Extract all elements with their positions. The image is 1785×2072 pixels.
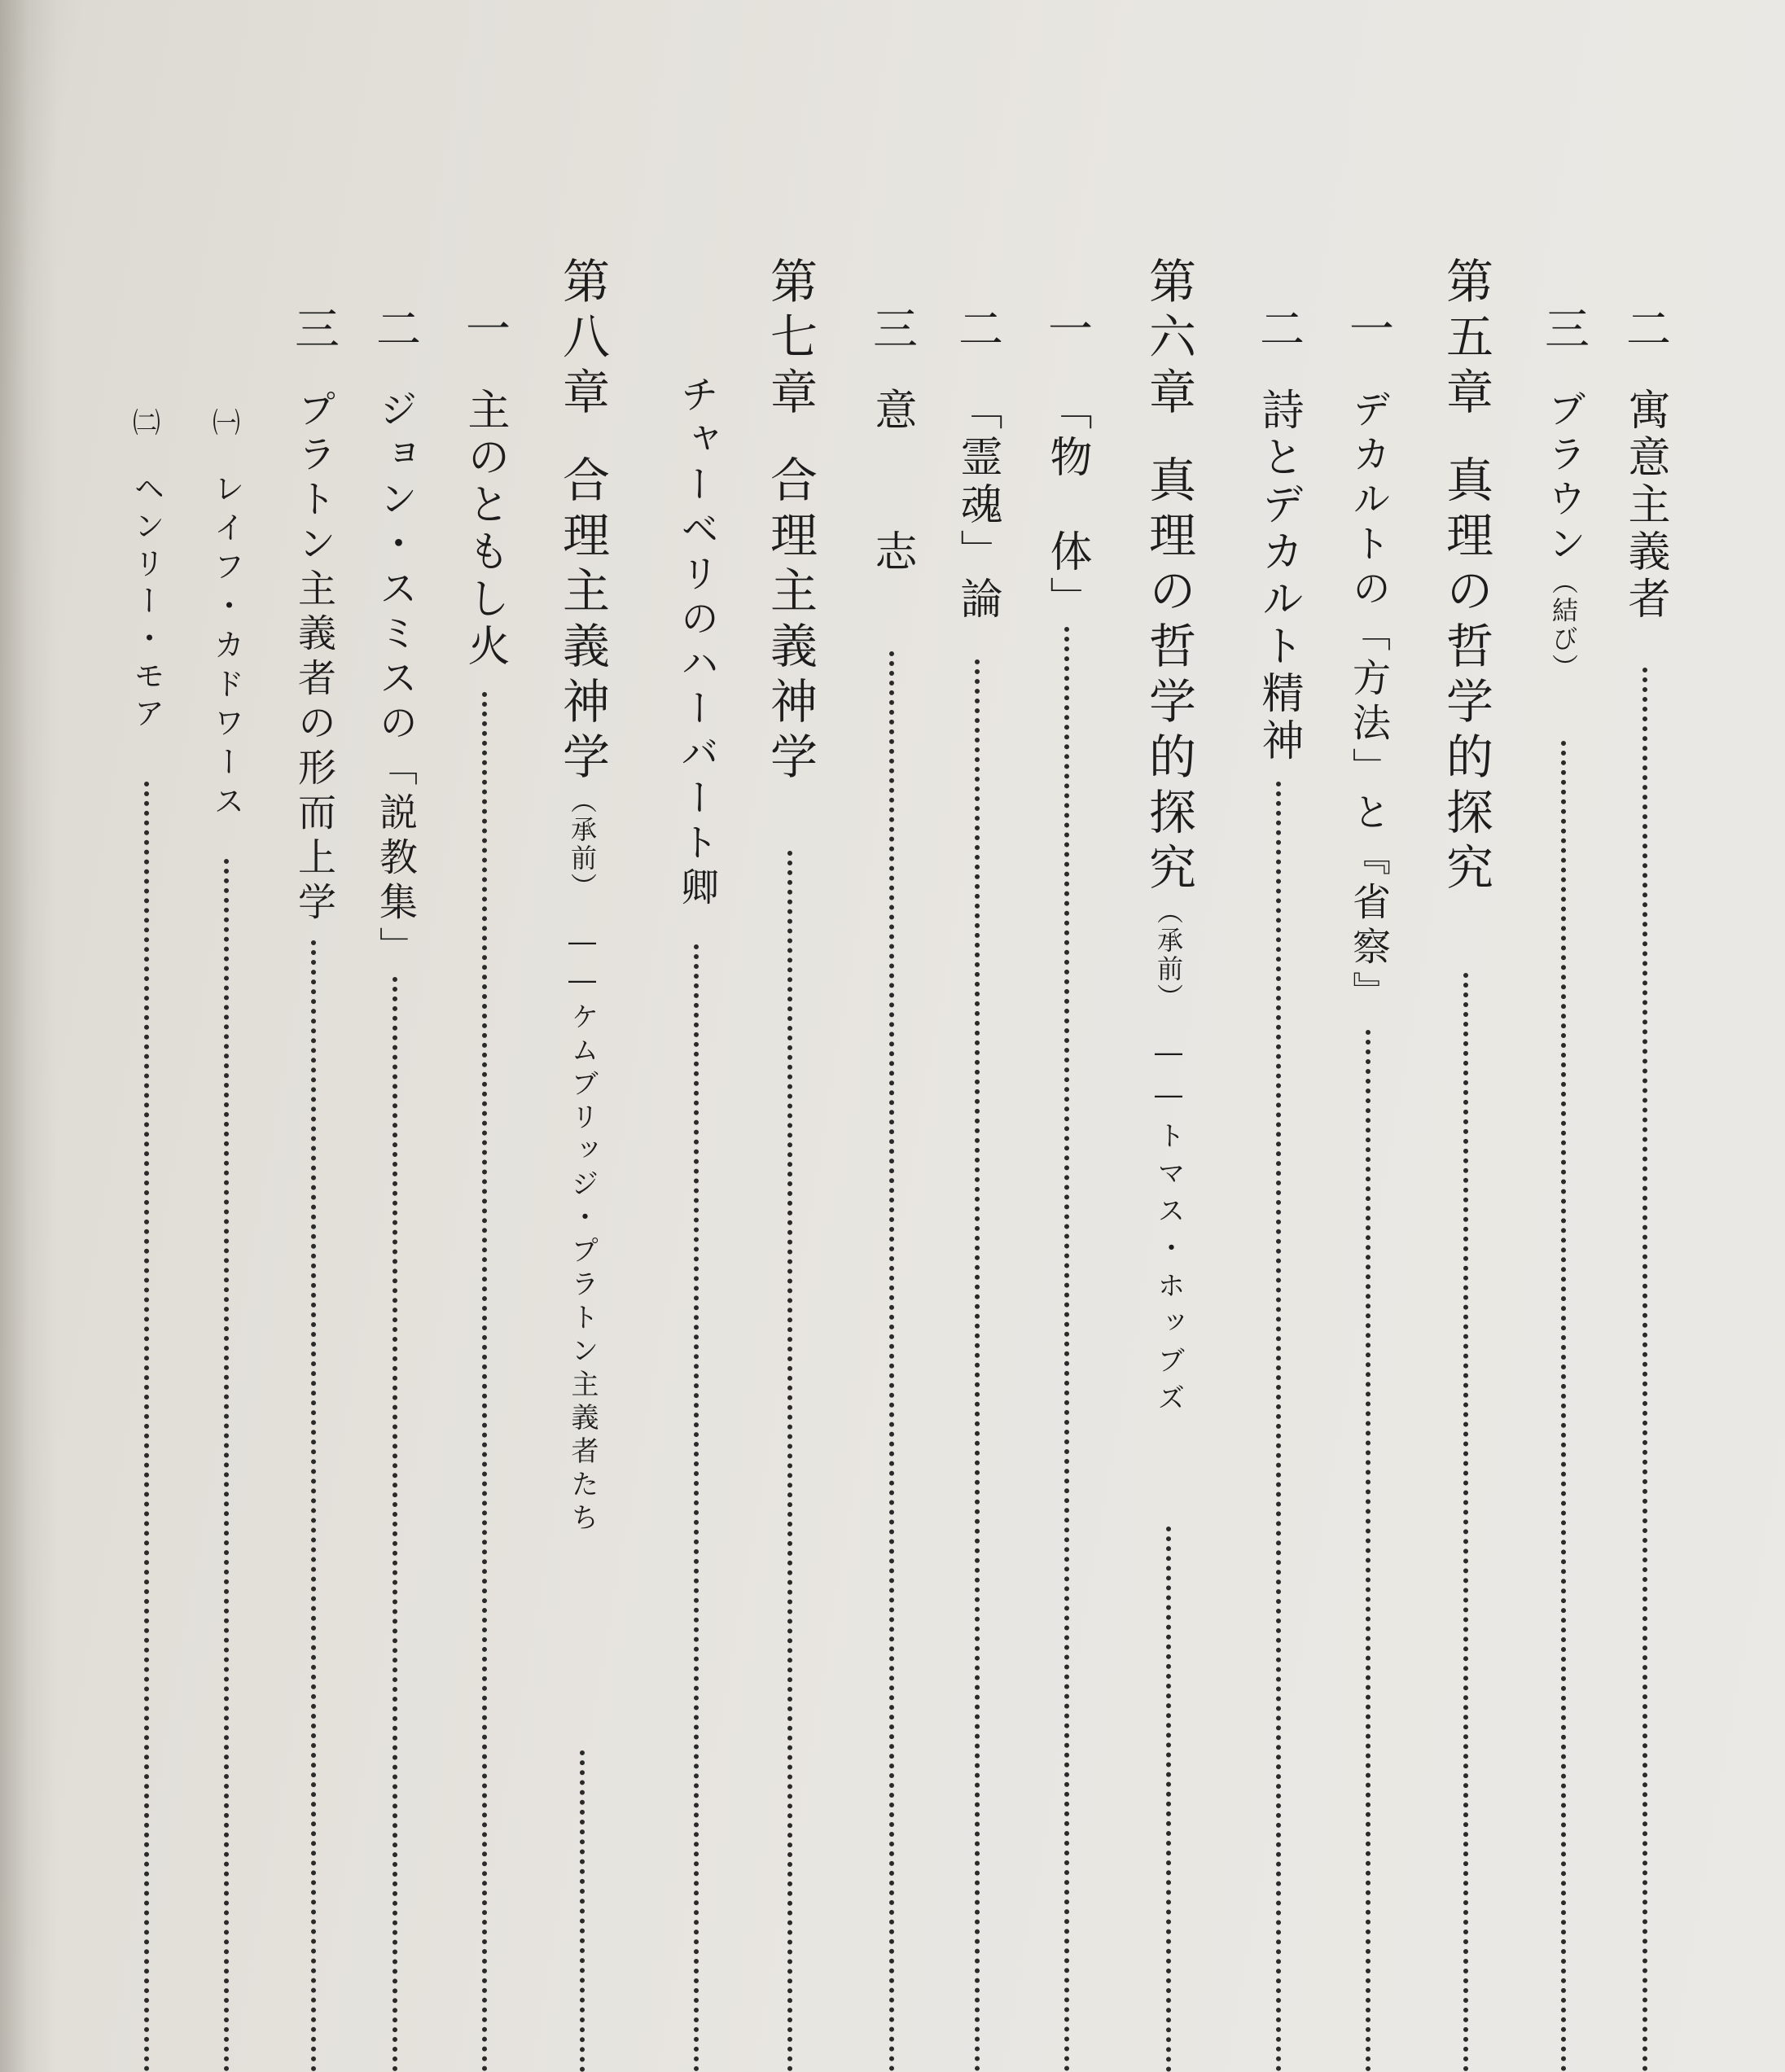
entry-title: デカルトの「方法」と『省察』 [1346,389,1391,1016]
leader-dots [393,977,397,2072]
entry-title: ブラウン [1542,389,1586,568]
section-number: 二 [951,305,1003,355]
leader-dots [889,651,894,2072]
leader-dots [1166,1527,1171,2072]
chapter-tail: ――トマス・ホッブズ [1152,1036,1185,1421]
chapter-number: 第八章 [555,256,610,423]
leader-dots [787,851,792,2072]
entry-title: 寓意主義者 [1621,388,1669,624]
leader-dots [311,940,316,2072]
leader-dots [1463,973,1468,2072]
leader-dots [224,859,229,2072]
section-number: 二 [369,305,421,357]
leader-dots [694,944,699,2072]
leader-dots [1276,782,1281,2072]
section-number: 三 [287,305,340,357]
entry-title: ジョン・スミスの「説教集」 [373,389,418,971]
leader-dots [482,692,487,2072]
leader-dots [1642,668,1647,2072]
leader-dots [1064,627,1069,2072]
leader-dots [580,1750,585,2072]
section-number: 二 [1619,305,1671,355]
chapter-number: 第五章 [1438,256,1493,423]
entry-title: 「物 体」 [1042,388,1091,624]
entry-title: 意 志 [867,388,916,576]
entry-title: プラトン主義者の形而上学 [292,389,336,926]
section-number: 二 [1252,305,1305,355]
chapter-number: 第七章 [762,256,818,423]
leader-dots [1561,741,1566,2072]
chapter-title: 合理主義神学 [762,455,818,787]
entry-title: ヘンリー・モア [129,472,164,734]
chapter-title: 真理の哲学的探究 [1438,455,1493,898]
section-number: 一 [458,305,511,355]
leader-dots [144,782,149,2072]
leader-dots [975,659,980,2072]
section-number: 一 [1342,305,1394,357]
section-number: 一 [1041,305,1093,355]
section-number: 三 [866,305,918,355]
chapter-title: 合理主義神学 [555,455,610,787]
chapter-tail: ――ケムブリッジ・プラトン主義者たち [566,926,599,1536]
entry-title: 詩とデカルト精神 [1254,388,1303,765]
subsection-marker: ㈠ [213,407,240,440]
entry-title: レイフ・カドワース [208,472,244,824]
leader-dots [1366,1030,1371,2072]
chapter-subtitle: （承前） [1153,898,1184,1012]
chapter-number: 第六章 [1141,256,1196,423]
entry-title: チャーベリのハーバート卿 [674,375,719,912]
entry-title: 「霊魂」論 [953,388,1002,624]
subsection-marker: ㈡ [133,407,160,440]
entry-subtitle: （結び） [1548,568,1579,682]
chapter-subtitle: （承前） [567,787,598,901]
entry-title: 主のともし火 [460,388,509,671]
section-number: 三 [1537,305,1590,357]
chapter-title: 真理の哲学的探究 [1141,455,1196,898]
